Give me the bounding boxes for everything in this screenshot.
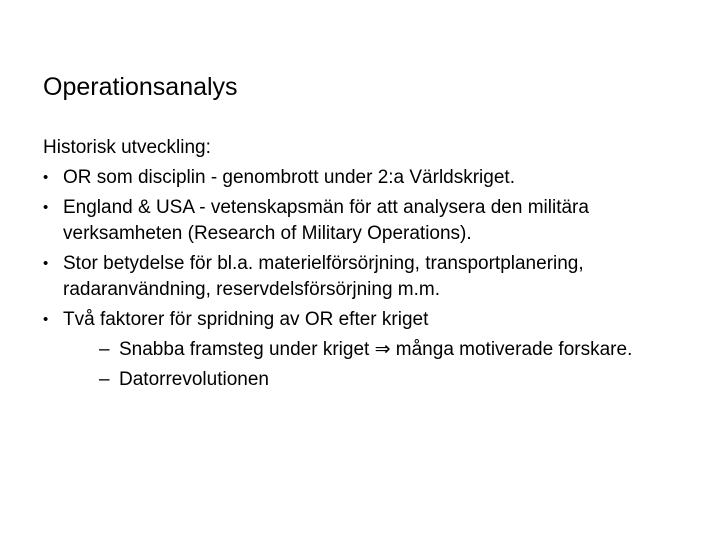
bullet-item	[43, 195, 683, 247]
bullet-dot-icon: •	[43, 311, 49, 328]
slide-title: Operationsanalys	[43, 73, 238, 101]
slide-body	[43, 135, 683, 397]
bullet-dot-icon: •	[43, 199, 49, 216]
sub-bullet-text: Datorrevolutionen	[119, 369, 269, 390]
bullet-list	[43, 165, 683, 393]
bullet-dot-icon: •	[43, 169, 49, 186]
sub-bullet-item	[81, 337, 683, 363]
bullet-item	[43, 307, 683, 393]
sub-bullet-text: Snabba framsteg under kriget ⇒ många motiverade forskare.	[119, 339, 633, 360]
dash-icon: –	[99, 369, 110, 390]
sub-bullet-item	[81, 367, 683, 393]
bullet-item	[43, 165, 683, 191]
bullet-dot-icon: •	[43, 255, 49, 272]
bullet-item	[43, 251, 683, 303]
sub-bullet-list	[63, 337, 683, 393]
bullet-text: Stor betydelse för bl.a. materielförsörjning, transportplanering, radaranvändning, reservdelsförsörjning m.m.	[63, 253, 584, 300]
bullet-text: OR som disciplin - genombrott under 2:a Världskriget.	[63, 167, 515, 188]
dash-icon: –	[99, 339, 110, 360]
section-heading: Historisk utveckling:	[43, 137, 211, 158]
bullet-text: Två faktorer för spridning av OR efter kriget	[63, 309, 429, 330]
bullet-text: England & USA - vetenskapsmän för att analysera den militära verksamheten (Research of Military Operations).	[63, 197, 589, 244]
